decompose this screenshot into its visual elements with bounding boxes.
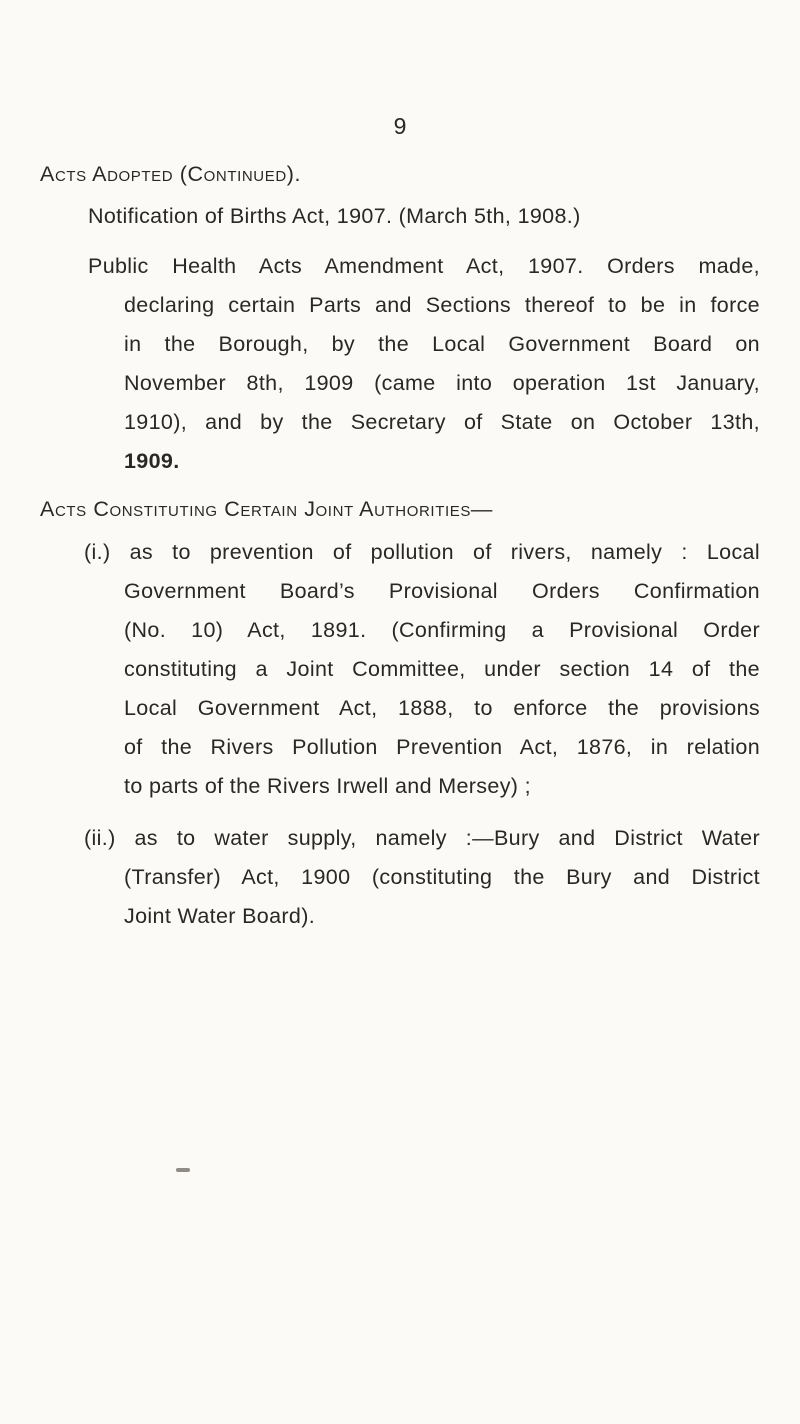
entry-line: (No. 10) Act, 1891. (Confirming a Provisional Order — [124, 618, 760, 642]
entry-line: Joint Water Board). — [124, 904, 316, 928]
entry-line: (Transfer) Act, 1900 (constituting the Bury and District — [124, 865, 760, 889]
entry-line: constituting a Joint Committee, under section 14 of the — [124, 657, 760, 681]
section-heading-joint-authorities: Acts Constituting Certain Joint Authorities— — [40, 497, 494, 521]
page-number: 9 — [393, 113, 407, 139]
entry-line: Public Health Acts Amendment Act, 1907. Orders made, — [88, 254, 760, 278]
entry-line: 1910), and by the Secretary of State on October 13th, — [124, 410, 760, 434]
entry-line: Local Government Act, 1888, to enforce the provisions — [124, 696, 760, 720]
entry-line: 1909. — [124, 449, 180, 473]
entry-line: (ii.) as to water supply, namely :—Bury and District Water — [84, 826, 760, 850]
entry-line: (i.) as to prevention of pollution of rivers, namely : Local — [84, 540, 760, 564]
entry-line: declaring certain Parts and Sections thereof to be in force — [124, 293, 760, 317]
notification-of-births-entry: Notification of Births Act, 1907. (March 5th, 1908.) — [88, 204, 581, 228]
entry-line: of the Rivers Pollution Prevention Act, 1876, in relation — [124, 735, 760, 759]
entry-line: in the Borough, by the Local Government Board on — [124, 332, 760, 356]
ink-speck — [176, 1168, 190, 1172]
entry-line: to parts of the Rivers Irwell and Mersey) ; — [124, 774, 531, 798]
section-heading-acts-adopted: Acts Adopted (Continued). — [40, 162, 302, 186]
entry-line: Government Board’s Provisional Orders Confirmation — [124, 579, 760, 603]
entry-line: November 8th, 1909 (came into operation 1st January, — [124, 371, 760, 395]
